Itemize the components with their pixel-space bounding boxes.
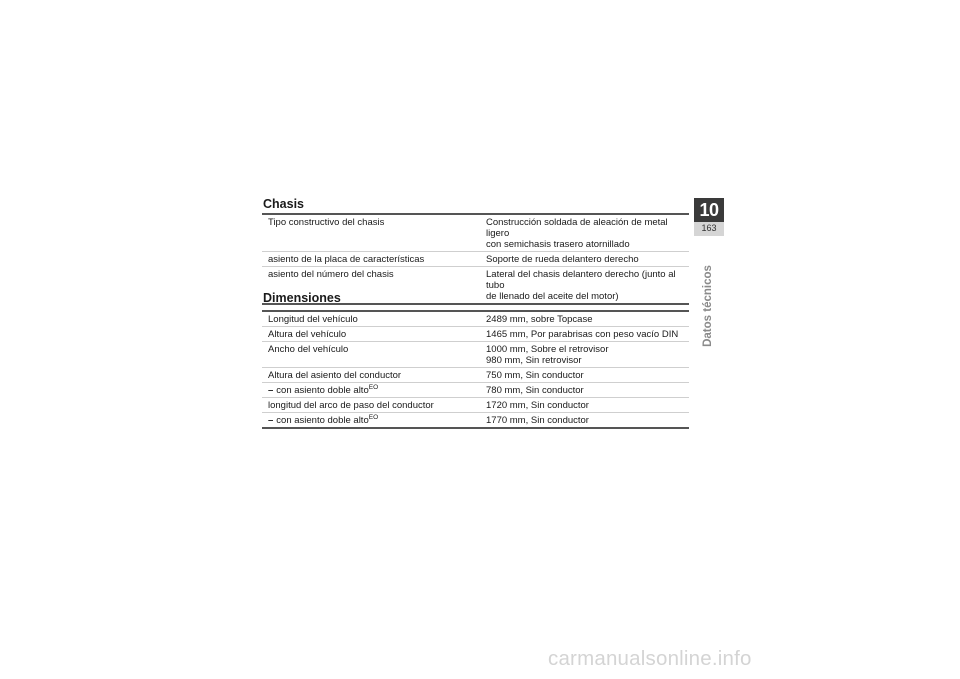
spec-label: longitud del arco de paso del conductor: [268, 400, 434, 411]
spec-value: 750 mm, Sin conductor: [486, 370, 584, 381]
spec-value: 1720 mm, Sin conductor: [486, 400, 589, 411]
table-row: [262, 383, 689, 398]
table-row: [262, 311, 689, 327]
spec-label: asiento del número del chasis: [268, 269, 394, 280]
chassis-title: Chasis: [263, 197, 304, 211]
spec-value: 780 mm, Sin conductor: [486, 385, 584, 396]
spec-value: 1770 mm, Sin conductor: [486, 415, 589, 426]
table-row: [262, 398, 689, 413]
section-side-label: Datos técnicos: [702, 265, 714, 347]
spec-label-text: con asiento doble alto: [276, 415, 369, 426]
spec-label: Altura del asiento del conductor: [268, 370, 402, 381]
page-number: 163: [701, 223, 717, 233]
table-row: [262, 413, 689, 429]
dimensions-table: [262, 310, 689, 429]
spec-value: 2489 mm, sobre Topcase: [486, 314, 593, 325]
spec-label: Ancho del vehículo: [268, 344, 349, 355]
dimensions-title: Dimensiones: [263, 291, 341, 305]
table-row: [262, 252, 689, 267]
spec-label: Altura del vehículo: [268, 329, 347, 340]
spec-value: Soporte de rueda delantero derecho: [486, 254, 639, 265]
option-marker: EO: [368, 384, 379, 391]
spec-label: Longitud del vehículo: [268, 314, 358, 325]
dash-bullet: –: [268, 385, 274, 396]
table-row: [262, 327, 689, 342]
spec-value: 1000 mm, Sobre el retrovisor 980 mm, Sin retrovisor: [486, 344, 609, 366]
option-marker: EO: [368, 414, 379, 421]
table-row: [262, 368, 689, 383]
spec-label: asiento de la placa de características: [268, 254, 425, 265]
spec-value: Construcción soldada de aleación de metal ligero con semichasis trasero atornillado: [486, 217, 668, 250]
chapter-number: 10: [694, 198, 724, 222]
spec-label: Tipo constructivo del chasis: [268, 217, 385, 228]
table-row: [262, 214, 689, 252]
table-row: [262, 342, 689, 368]
dash-bullet: –: [268, 415, 274, 426]
spec-value: Lateral del chasis delantero derecho (junto al tubo de llenado del aceite del motor): [486, 269, 676, 302]
spec-sub-label: [262, 413, 474, 429]
spec-value: 1465 mm, Por parabrisas con peso vacío DIN: [486, 329, 679, 340]
watermark: carmanualsonline.info: [548, 647, 752, 670]
chapter-tab: [694, 198, 724, 236]
spec-sub-label: [262, 383, 474, 398]
spec-label-text: con asiento doble alto: [276, 385, 369, 396]
